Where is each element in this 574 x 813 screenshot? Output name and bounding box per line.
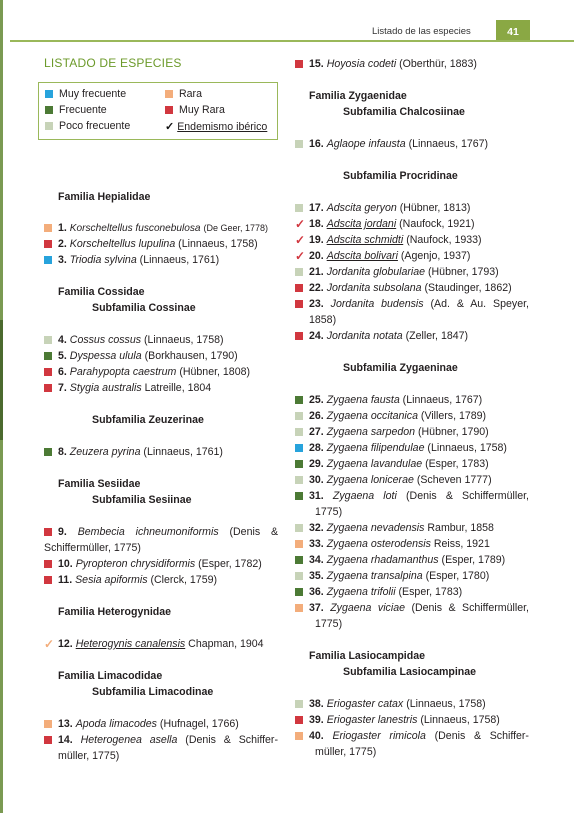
species-name: Zygaena transalpina (326, 570, 423, 582)
species-author-continued: 1775) (315, 618, 343, 630)
species-number: 7. (58, 382, 67, 394)
species-number: 24. (309, 330, 324, 342)
species-author: (Borkhausen, 1790) (144, 350, 238, 362)
check-icon: ✓ (165, 121, 175, 133)
running-header: Listado de las especies (372, 26, 471, 37)
species-row (44, 332, 278, 348)
species-row (44, 252, 278, 268)
species-name: Eriogaster rimicola (332, 730, 426, 742)
species-author: (Denis & Schiffer- (185, 734, 278, 746)
species-author: (Linnaeus, 1767) (408, 138, 489, 150)
species-author: (Denis & Schiffer- (434, 730, 529, 742)
species-row (44, 220, 278, 237)
species-number: 1. (58, 222, 67, 234)
species-number: 28. (309, 442, 324, 454)
species-name: Adscita geryon (326, 202, 397, 214)
species-name: Eriogaster lanestris (326, 714, 418, 726)
endemic-check-icon: ✓ (295, 249, 306, 263)
species-number: 32. (309, 522, 324, 534)
species-author: (Linnaeus, 1761) (139, 254, 220, 266)
species-author: Chapman, 1904 (188, 638, 264, 650)
species-name: Zygaena trifolii (326, 586, 396, 598)
status-marker-frecuente (295, 556, 303, 564)
subfamily-heading: Subfamilia Zeuzerinae (92, 414, 204, 426)
species-row (44, 572, 278, 588)
legend-item-poco-frecuente (45, 120, 130, 132)
species-author: (Staudinger, 1862) (424, 282, 512, 294)
species-row (295, 584, 529, 600)
status-marker-frecuente (295, 588, 303, 596)
subfamily-heading: Subfamilia Procridinae (343, 170, 458, 182)
legend-item-rara (165, 88, 202, 100)
status-marker-rara (44, 224, 52, 232)
species-author: (Linnaeus, 1761) (143, 446, 223, 458)
species-row (295, 456, 529, 472)
species-row (44, 348, 278, 364)
species-author: (Ad. & Au. Speyer, (430, 298, 529, 310)
status-marker-muy-rara (44, 528, 52, 536)
species-row (44, 236, 278, 252)
species-name: Jordanita globulariae (326, 266, 426, 278)
species-number: 16. (309, 138, 324, 150)
species-author: (Clerck, 1759) (150, 574, 218, 586)
family-heading: Familia Hepialidae (58, 191, 151, 203)
species-name: Stygia australis (69, 382, 142, 394)
species-author: (De Geer, 1778) (203, 223, 269, 233)
section-title: LISTADO DE ESPECIES (44, 56, 182, 70)
legend-label: Muy Rara (179, 104, 225, 116)
status-marker-poco-frecuente (295, 204, 303, 212)
species-name: Heterogynis canalensis (75, 638, 186, 650)
subfamily-heading: Subfamilia Limacodinae (92, 686, 214, 698)
species-number: 6. (58, 366, 67, 378)
species-name: Adscita schmidti (326, 234, 404, 246)
species-number: 39. (309, 714, 324, 726)
species-row (44, 716, 278, 732)
species-row (295, 296, 529, 328)
species-number: 20. (309, 250, 324, 262)
species-author-continued: müller, 1775) (315, 746, 377, 758)
species-row (44, 524, 278, 556)
status-marker-poco-frecuente (295, 476, 303, 484)
species-author: Reiss, 1921 (433, 538, 490, 550)
species-author: (Hufnagel, 1766) (159, 718, 239, 730)
status-marker-poco-frecuente (44, 336, 52, 344)
species-author: (Esper, 1780) (425, 570, 490, 582)
species-author-continued: Schiffermüller, 1775) (44, 542, 141, 554)
swatch-poco-frecuente (45, 122, 53, 130)
species-number: 12. (58, 638, 73, 650)
species-row (44, 556, 278, 572)
species-name: Bembecia ichneumoniformis (77, 526, 219, 538)
species-author: (Linnaeus, 1767) (402, 394, 483, 406)
species-row (295, 408, 529, 424)
species-number: 21. (309, 266, 324, 278)
status-marker-rara (295, 540, 303, 548)
legend-item-endemismo (165, 120, 267, 133)
legend-label: Endemismo ibérico (177, 120, 268, 133)
species-name: Adscita bolivari (326, 250, 398, 262)
species-name: Heterogenea asella (80, 734, 178, 746)
species-name: Zygaena lonicerae (326, 474, 414, 486)
species-number: 18. (309, 218, 324, 230)
species-name: Zygaena nevadensis (326, 522, 425, 534)
page-edge-band (0, 320, 3, 440)
species-row (295, 696, 529, 712)
endemic-check-icon: ✓ (295, 217, 306, 231)
status-marker-frecuente (44, 352, 52, 360)
species-number: 27. (309, 426, 324, 438)
species-number: 34. (309, 554, 324, 566)
species-name: Jordanita notata (326, 330, 403, 342)
status-marker-muy-rara (295, 716, 303, 724)
species-name: Apoda limacodes (75, 718, 157, 730)
status-marker-muy-rara (295, 332, 303, 340)
subfamily-heading: Subfamilia Cossinae (92, 302, 196, 314)
species-number: 23. (309, 298, 324, 310)
status-marker-frecuente (295, 396, 303, 404)
species-author: (Villers, 1789) (420, 410, 487, 422)
legend-label: Frecuente (59, 104, 107, 116)
species-row (295, 472, 529, 488)
species-row (295, 712, 529, 728)
species-number: 29. (309, 458, 324, 470)
species-author: (Esper, 1782) (198, 558, 262, 570)
species-author: (Hübner, 1813) (399, 202, 471, 214)
species-row (44, 444, 278, 460)
species-author: Latreille, 1804 (144, 382, 212, 394)
status-marker-frecuente (44, 448, 52, 456)
species-number: 36. (309, 586, 324, 598)
species-name: Zygaena fausta (326, 394, 400, 406)
species-author: Rambur, 1858 (427, 522, 494, 534)
species-author-continued: 1858) (309, 314, 337, 326)
species-name: Zygaena viciae (330, 602, 405, 614)
status-marker-muy-rara (44, 576, 52, 584)
species-author: (Linnaeus, 1758) (420, 714, 500, 726)
status-marker-muy-rara (44, 384, 52, 392)
species-row (295, 440, 529, 456)
page-number: 41 (496, 20, 530, 42)
species-row (44, 732, 278, 764)
species-author: (Denis & (229, 526, 279, 538)
species-name: Korscheltellus fusconebulosa (69, 223, 201, 234)
swatch-rara (165, 90, 173, 98)
species-row (44, 364, 278, 380)
status-marker-muy-frecuente (295, 444, 303, 452)
species-name: Zeuzera pyrina (69, 446, 141, 458)
species-name: Aglaope infausta (326, 138, 406, 150)
species-author: (Linnaeus, 1758) (144, 334, 224, 346)
status-marker-poco-frecuente (295, 524, 303, 532)
species-author: (Hübner, 1790) (418, 426, 489, 438)
status-marker-poco-frecuente (295, 700, 303, 708)
species-row (295, 248, 529, 264)
species-row (295, 536, 529, 552)
species-row (295, 568, 529, 584)
species-number: 13. (58, 718, 73, 730)
species-name: Zygaena sarpedon (326, 426, 416, 438)
status-marker-poco-frecuente (295, 268, 303, 276)
species-name: Triodia sylvina (69, 254, 137, 266)
status-marker-poco-frecuente (295, 140, 303, 148)
species-author-continued: müller, 1775) (58, 750, 120, 762)
species-name: Zygaena rhadamanthus (326, 554, 439, 566)
species-number: 30. (309, 474, 324, 486)
species-number: 25. (309, 394, 324, 406)
species-number: 4. (58, 334, 67, 346)
species-number: 37. (309, 602, 324, 614)
species-row (295, 232, 529, 248)
species-row (44, 636, 278, 652)
subfamily-heading: Subfamilia Lasiocampinae (343, 666, 477, 678)
status-marker-muy-rara (44, 560, 52, 568)
species-author: (Agenjo, 1937) (400, 250, 471, 262)
species-name: Sesia apiformis (75, 574, 148, 586)
species-number: 33. (309, 538, 324, 550)
species-author: (Denis & Schiffermüller, (406, 490, 529, 502)
swatch-muy-frecuente (45, 90, 53, 98)
species-name: Pyropteron chrysidiformis (75, 558, 196, 570)
species-number: 3. (58, 254, 67, 266)
species-number: 14. (58, 734, 73, 746)
species-name: Jordanita subsolana (326, 282, 422, 294)
species-row (295, 424, 529, 440)
species-number: 2. (58, 238, 67, 250)
status-marker-rara (295, 732, 303, 740)
status-marker-muy-rara (44, 240, 52, 248)
endemic-check-icon: ✓ (295, 233, 306, 247)
species-row (295, 136, 529, 152)
family-heading: Familia Heterogynidae (58, 606, 172, 618)
status-marker-muy-rara (44, 736, 52, 744)
species-number: 40. (309, 730, 324, 742)
swatch-muy-rara (165, 106, 173, 114)
species-number: 5. (58, 350, 67, 362)
species-row (295, 392, 529, 408)
species-number: 9. (58, 526, 67, 538)
species-number: 17. (309, 202, 324, 214)
species-number: 38. (309, 698, 324, 710)
family-heading: Familia Zygaenidae (309, 90, 407, 102)
species-name: Korscheltellus lupulina (69, 238, 176, 250)
species-row (295, 600, 529, 632)
species-row (295, 264, 529, 280)
species-row (295, 56, 529, 72)
species-author: (Zeller, 1847) (405, 330, 469, 342)
species-name: Hoyosia codeti (326, 58, 397, 70)
species-number: 10. (58, 558, 73, 570)
status-marker-muy-rara (44, 368, 52, 376)
endemic-check-icon: ✓ (44, 637, 55, 651)
status-marker-frecuente (295, 492, 303, 500)
status-marker-poco-frecuente (295, 412, 303, 420)
species-number: 15. (309, 58, 324, 70)
species-name: Zygaena loti (332, 490, 397, 502)
species-name: Adscita jordani (326, 218, 397, 230)
legend-item-muy-rara (165, 104, 225, 116)
swatch-frecuente (45, 106, 53, 114)
species-number: 26. (309, 410, 324, 422)
legend-label: Poco frecuente (59, 120, 131, 132)
species-row (295, 520, 529, 536)
species-number: 19. (309, 234, 324, 246)
species-author: (Linnaeus, 1758) (406, 698, 486, 710)
species-row (295, 200, 529, 216)
species-name: Dyspessa ulula (69, 350, 142, 362)
status-marker-muy-frecuente (44, 256, 52, 264)
species-name: Zygaena filipendulae (326, 442, 425, 454)
header-rule (10, 40, 574, 42)
legend-label: Muy frecuente (59, 88, 127, 100)
family-heading: Familia Sesiidae (58, 478, 141, 490)
species-author: (Esper, 1789) (441, 554, 506, 566)
status-marker-muy-rara (295, 60, 303, 68)
species-number: 31. (309, 490, 324, 502)
species-name: Cossus cossus (69, 334, 142, 346)
species-name: Zygaena osterodensis (326, 538, 431, 550)
status-marker-muy-rara (295, 300, 303, 308)
status-marker-muy-rara (295, 284, 303, 292)
species-row (295, 328, 529, 344)
status-marker-rara (295, 604, 303, 612)
family-heading: Familia Cossidae (58, 286, 145, 298)
species-name: Eriogaster catax (326, 698, 404, 710)
status-marker-rara (44, 720, 52, 728)
species-name: Jordanita budensis (330, 298, 424, 310)
status-marker-poco-frecuente (295, 572, 303, 580)
species-author-continued: 1775) (315, 506, 343, 518)
subfamily-heading: Subfamilia Chalcosiinae (343, 106, 465, 118)
species-number: 11. (58, 574, 73, 586)
species-name: Parahypopta caestrum (69, 366, 177, 378)
status-marker-frecuente (295, 460, 303, 468)
species-row (295, 216, 529, 232)
legend (38, 82, 278, 140)
species-row (295, 728, 529, 760)
legend-item-frecuente (45, 104, 107, 116)
family-heading: Familia Lasiocampidae (309, 650, 425, 662)
species-author: (Esper, 1783) (398, 586, 463, 598)
legend-item-muy-frecuente (45, 88, 126, 100)
family-heading: Familia Limacodidae (58, 670, 163, 682)
legend-label: Rara (179, 88, 202, 100)
species-author: (Naufock, 1921) (399, 218, 475, 230)
status-marker-poco-frecuente (295, 428, 303, 436)
species-author: (Linnaeus, 1758) (178, 238, 258, 250)
species-author: (Linnaeus, 1758) (427, 442, 507, 454)
species-author: (Naufock, 1933) (406, 234, 482, 246)
species-name: Zygaena occitanica (326, 410, 418, 422)
species-number: 22. (309, 282, 324, 294)
species-author: (Hübner, 1793) (428, 266, 499, 278)
species-author: (Oberthür, 1883) (399, 58, 477, 70)
species-author: (Denis & Schiffermüller, (411, 602, 529, 614)
species-author: (Esper, 1783) (425, 458, 489, 470)
subfamily-heading: Subfamilia Sesiinae (92, 494, 192, 506)
species-author: (Hübner, 1808) (179, 366, 251, 378)
species-author: (Scheven 1777) (416, 474, 492, 486)
species-number: 35. (309, 570, 324, 582)
species-row (295, 280, 529, 296)
species-name: Zygaena lavandulae (326, 458, 423, 470)
species-row (295, 552, 529, 568)
species-row (44, 380, 278, 396)
subfamily-heading: Subfamilia Zygaeninae (343, 362, 458, 374)
species-row (295, 488, 529, 520)
species-number: 8. (58, 446, 67, 458)
